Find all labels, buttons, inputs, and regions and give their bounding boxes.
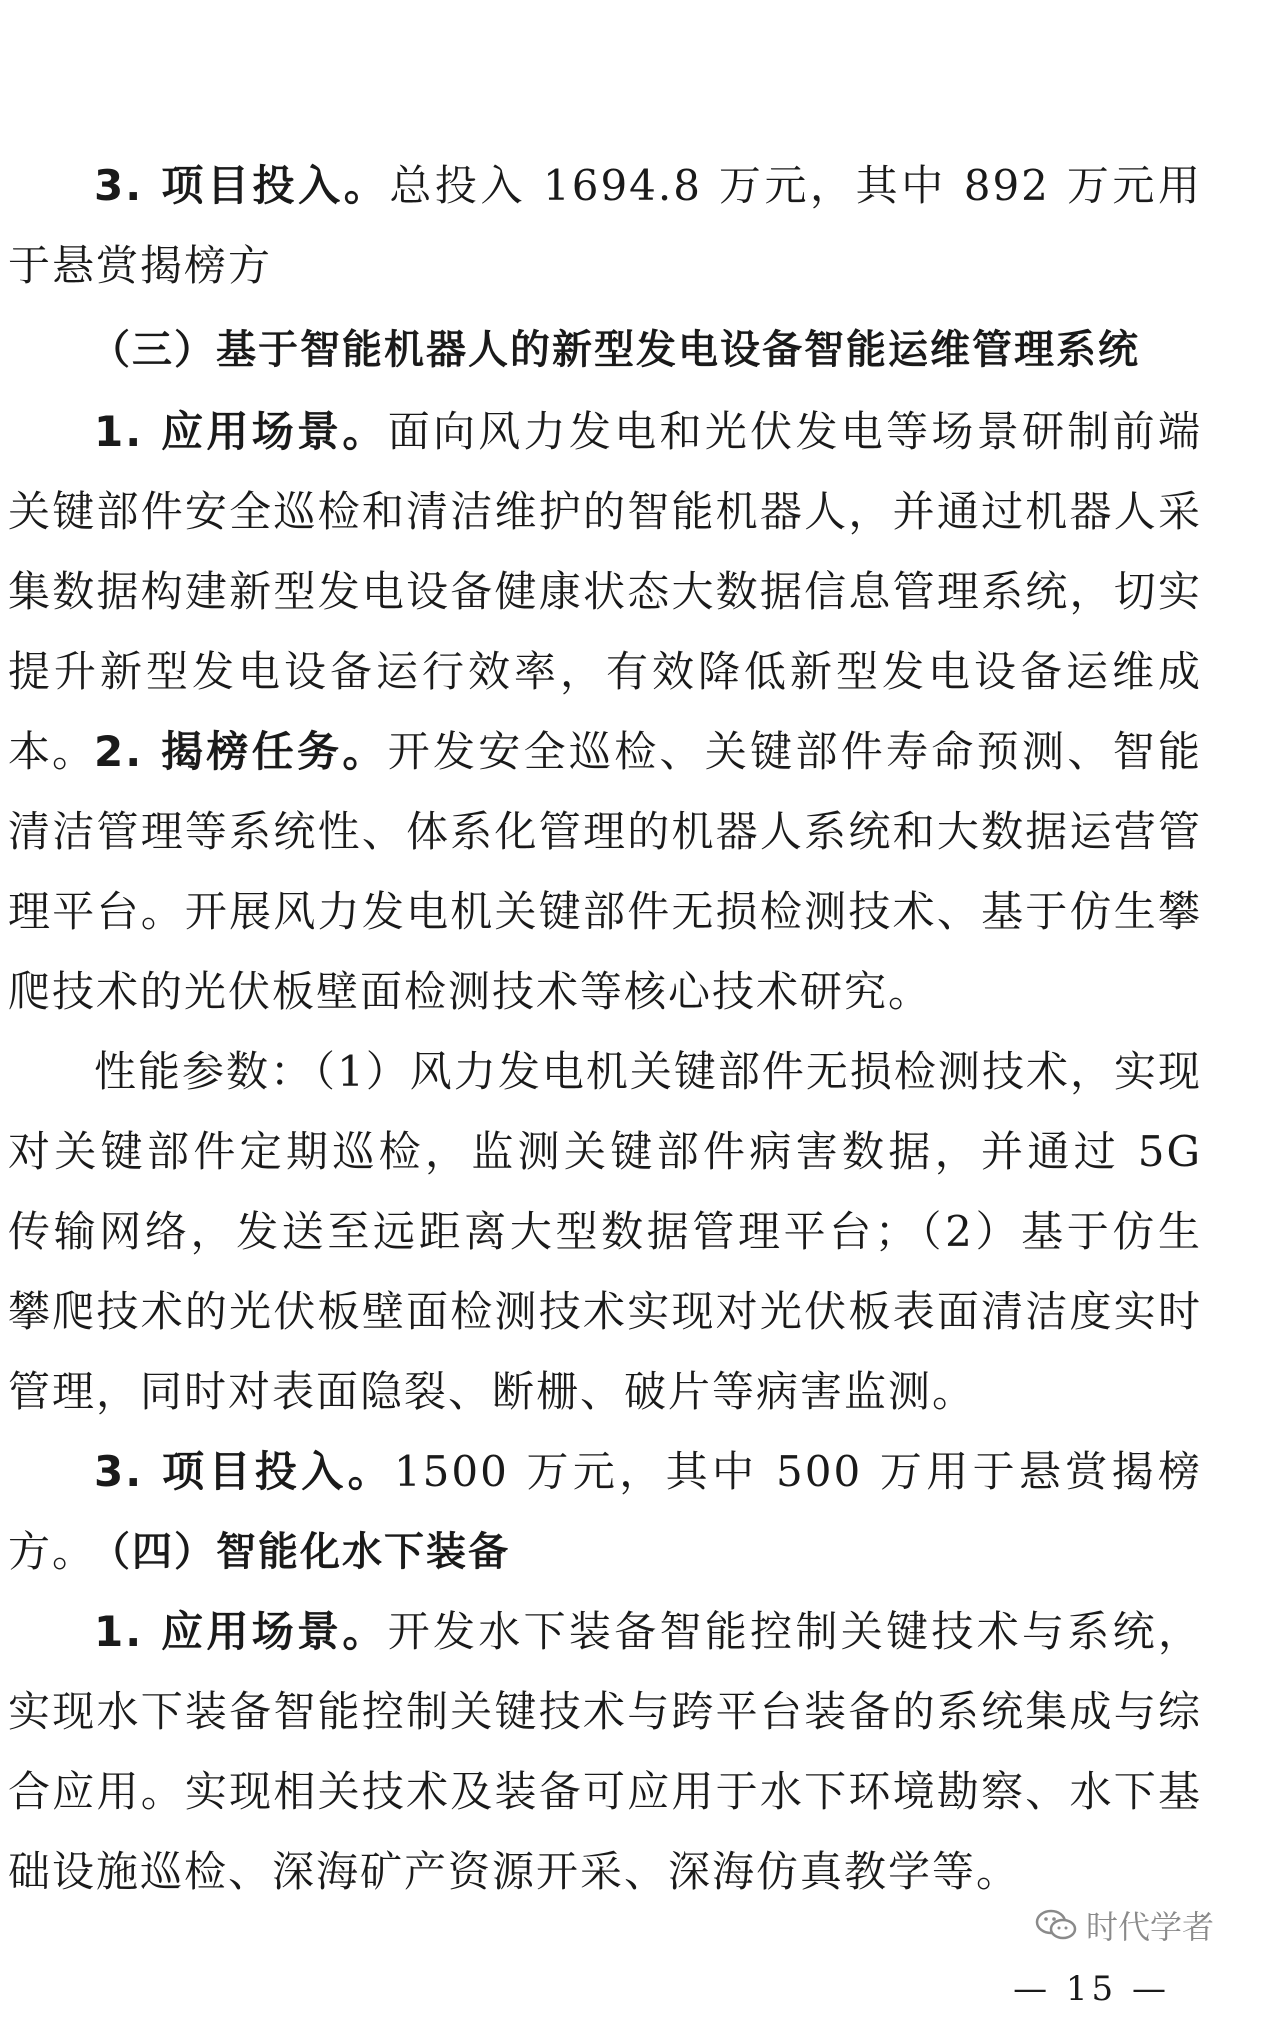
paragraph-text: 面向风力发电和光伏发电等场景研制前端关键部件安全巡检和清洁维护的智能机器人，并通过机器人采集数据构建新型发电设备健康状态大数据信息管理系统，切实提升新型发电设备运行效率，有效降低新型发电设备运维成本。 [8,407,1202,776]
wechat-icon [1034,1907,1078,1943]
paragraph-text: 性能参数：（1）风力发电机关键部件无损检测技术，实现对关键部件定期巡检，监测关键部件病害数据，并通过 5G 传输网络，发送至远距离大型数据管理平台；（2）基于仿生攀爬技术的光伏板壁面检测技术实现对光伏板表面清洁度实时管理，同时对表面隐裂、断栅、破片等病害监测。 [8,1047,1202,1416]
paragraph-lead: 3. 项目投入。 [94,1447,394,1496]
paragraph-text: 开发水下装备智能控制关键技术与系统，实现水下装备智能控制关键技术与跨平台装备的系统集成与综合应用。实现相关技术及装备可应用于水下环境勘察、水下基础设施巡检、深海矿产资源开采、深海仿真教学等。 [8,1607,1202,1896]
paragraph-text: 总投入 1694.8 万元，其中 892 万元用于悬赏揭榜方 [8,161,1202,290]
section-heading-4: （四）智能化水下装备 [90,1529,510,1575]
paragraph-text: 开发安全巡检、关键部件寿命预测、智能清洁管理等系统性、体系化管理的机器人系统和大数据运营管理平台。开展风力发电机关键部件无损检测技术、基于仿生攀爬技术的光伏板壁面检测技术等核心技术研究。 [8,727,1202,1016]
paragraph-lead: 1. 应用场景。 [94,407,388,456]
page-number: — 15 — [1013,1969,1170,2009]
paragraph-lead: 3. 项目投入。 [94,161,390,210]
watermark [1034,1900,1214,1950]
paragraph-text: 1500 万元，其中 500 万用于悬赏揭榜方。 [8,1447,1202,1576]
section-heading-3: （三）基于智能机器人的新型发电设备智能运维管理系统 [90,327,1140,373]
paragraph-application-scenario-2 [0,1592,1280,1912]
paragraph-project-investment-1 [0,146,1280,306]
paragraph-task [0,712,1280,1032]
paragraph-performance-params [0,1032,1280,1432]
paragraph-lead: 1. 应用场景。 [94,1607,388,1656]
paragraph-lead: 2. 揭榜任务。 [94,727,388,776]
watermark-text: 时代学者 [1086,1908,1215,1946]
